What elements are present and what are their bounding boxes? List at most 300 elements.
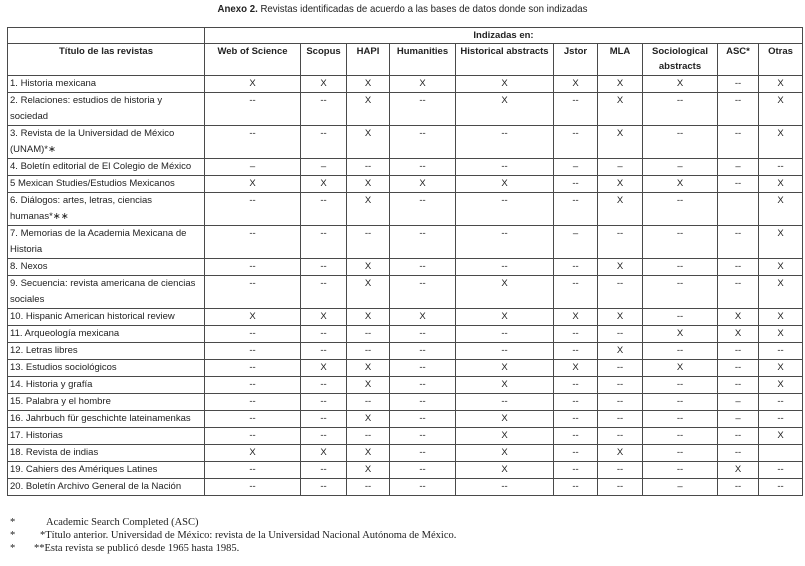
index-mark-cell: X	[554, 76, 598, 93]
index-mark-cell: --	[718, 343, 759, 360]
index-mark-cell: X	[759, 326, 803, 343]
index-mark-cell: X	[759, 226, 803, 259]
footnote-bullet: *	[10, 543, 16, 554]
row-number: 11.	[10, 328, 23, 339]
group-header: Indizadas en:	[205, 28, 803, 44]
table-row	[8, 126, 803, 159]
journal-title: Letras libres	[25, 345, 78, 356]
footnote-text: *Título anterior. Universidad de México: revista de la Universidad Nacional Autónoma de México.	[40, 530, 457, 541]
index-mark-cell: X	[598, 176, 643, 193]
index-mark-cell: --	[718, 93, 759, 126]
row-number: 5	[10, 178, 16, 189]
index-mark-cell: --	[643, 428, 718, 445]
index-mark-cell: X	[718, 309, 759, 326]
row-number: 3.	[10, 128, 18, 139]
index-mark-cell: X	[301, 176, 347, 193]
index-mark-cell: --	[301, 411, 347, 428]
row-number: 18.	[10, 447, 24, 458]
index-mark-cell: –	[643, 479, 718, 496]
index-mark-cell: X	[301, 76, 347, 93]
index-mark-cell: X	[301, 445, 347, 462]
table-row	[8, 428, 803, 445]
index-mark-cell: X	[598, 309, 643, 326]
footnote-bullet: *	[10, 517, 16, 528]
column-header: ASC*	[718, 44, 759, 76]
journal-title: Hispanic American historical review	[25, 311, 175, 322]
index-mark-cell: --	[205, 360, 301, 377]
index-mark-cell: --	[390, 445, 456, 462]
index-mark-cell: X	[759, 428, 803, 445]
index-mark-cell: –	[554, 159, 598, 176]
index-mark-cell: --	[598, 360, 643, 377]
index-mark-cell: --	[301, 462, 347, 479]
column-header: Sociological abstracts	[643, 44, 718, 76]
index-mark-cell: X	[347, 360, 390, 377]
index-mark-cell: X	[456, 76, 554, 93]
index-mark-cell: --	[390, 479, 456, 496]
journal-title: Nexos	[20, 261, 48, 272]
index-mark-cell: --	[347, 479, 390, 496]
row-number: 4.	[10, 161, 18, 172]
row-number: 15.	[10, 396, 24, 407]
caption-text: Revistas identificadas de acuerdo a las bases de datos donde son indizadas	[260, 3, 588, 15]
index-mark-cell: X	[643, 326, 718, 343]
footnote	[10, 516, 800, 529]
index-mark-cell: X	[456, 360, 554, 377]
index-mark-cell: --	[390, 276, 456, 309]
table-row	[8, 445, 803, 462]
index-mark-cell: --	[456, 159, 554, 176]
index-mark-cell: --	[598, 394, 643, 411]
index-mark-cell: --	[718, 377, 759, 394]
index-mark-cell: --	[554, 93, 598, 126]
journal-title-cell	[8, 445, 205, 462]
index-mark-cell: --	[643, 193, 718, 226]
journal-title-cell	[8, 462, 205, 479]
row-number: 10.	[10, 311, 24, 322]
index-mark-cell: --	[643, 462, 718, 479]
index-mark-cell: --	[205, 326, 301, 343]
index-mark-cell: X	[347, 176, 390, 193]
column-header: Historical abstracts	[456, 44, 554, 76]
index-mark-cell: --	[205, 93, 301, 126]
index-mark-cell: --	[718, 479, 759, 496]
index-mark-cell: --	[390, 93, 456, 126]
index-mark-cell: --	[554, 276, 598, 309]
journal-title: Palabra y el hombre	[25, 396, 111, 407]
table-caption	[32, 3, 773, 15]
index-mark-cell: --	[598, 411, 643, 428]
journal-title: Cahiers des Amériques Latines	[25, 464, 158, 475]
index-mark-cell: --	[643, 259, 718, 276]
index-mark-cell: --	[205, 411, 301, 428]
journal-title: Revista de la Universidad de México (UNAM)*∗	[10, 128, 175, 155]
journal-title: Boletín Archivo General de la Nación	[25, 481, 182, 492]
index-mark-cell: X	[347, 259, 390, 276]
index-mark-cell: --	[598, 377, 643, 394]
index-mark-cell: X	[347, 462, 390, 479]
index-mark-cell: X	[759, 259, 803, 276]
footnotes	[10, 516, 800, 555]
index-mark-cell	[759, 445, 803, 462]
index-mark-cell: --	[456, 343, 554, 360]
journal-title-cell	[8, 276, 205, 309]
index-mark-cell: X	[759, 93, 803, 126]
index-mark-cell: X	[759, 276, 803, 309]
index-mark-cell: --	[456, 226, 554, 259]
index-mark-cell: --	[390, 360, 456, 377]
index-mark-cell: --	[301, 226, 347, 259]
row-number: 7.	[10, 228, 18, 239]
index-mark-cell: --	[301, 428, 347, 445]
journal-title-cell	[8, 159, 205, 176]
index-mark-cell: X	[598, 259, 643, 276]
row-number: 17.	[10, 430, 24, 441]
journal-title: Historia mexicana	[20, 78, 97, 89]
index-mark-cell: --	[347, 326, 390, 343]
index-mark-cell: X	[456, 428, 554, 445]
index-mark-cell: X	[598, 193, 643, 226]
journal-title-cell	[8, 343, 205, 360]
row-number: 19.	[10, 464, 24, 475]
index-mark-cell: --	[347, 428, 390, 445]
index-mark-cell: --	[759, 159, 803, 176]
index-mark-cell: --	[643, 445, 718, 462]
index-mark-cell: --	[554, 326, 598, 343]
journal-title-cell	[8, 411, 205, 428]
index-mark-cell: X	[347, 193, 390, 226]
index-mark-cell: --	[301, 394, 347, 411]
index-mark-cell: --	[205, 226, 301, 259]
journal-title: Relaciones: estudios de historia y sociedad	[10, 95, 163, 122]
index-mark-cell: --	[456, 259, 554, 276]
index-mark-cell: --	[643, 226, 718, 259]
index-mark-cell: --	[718, 276, 759, 309]
journal-title: Estudios sociológicos	[25, 362, 117, 373]
row-number: 16.	[10, 413, 24, 424]
index-mark-cell: --	[643, 411, 718, 428]
index-mark-cell: --	[390, 326, 456, 343]
journal-title: Mexican Studies/Estudios Mexicanos	[17, 178, 175, 189]
empty-header-cell	[8, 28, 205, 44]
index-mark-cell: X	[347, 126, 390, 159]
index-mark-cell: X	[759, 193, 803, 226]
index-mark-cell: --	[718, 76, 759, 93]
index-mark-cell: --	[301, 193, 347, 226]
index-mark-cell: --	[301, 259, 347, 276]
table-body	[8, 76, 803, 496]
index-mark-cell: --	[554, 394, 598, 411]
journal-title-cell	[8, 176, 205, 193]
index-mark-cell: X	[301, 309, 347, 326]
index-mark-cell: X	[347, 445, 390, 462]
index-mark-cell: --	[205, 259, 301, 276]
index-mark-cell: --	[554, 126, 598, 159]
index-mark-cell: --	[718, 226, 759, 259]
index-mark-cell: --	[205, 394, 301, 411]
index-mark-cell: --	[554, 428, 598, 445]
index-mark-cell: --	[598, 326, 643, 343]
index-mark-cell: –	[718, 394, 759, 411]
row-number: 12.	[10, 345, 24, 356]
index-mark-cell: --	[643, 126, 718, 159]
index-mark-cell: --	[554, 377, 598, 394]
index-mark-cell: --	[456, 479, 554, 496]
index-mark-cell: --	[718, 360, 759, 377]
index-mark-cell: X	[598, 126, 643, 159]
index-mark-cell: --	[301, 126, 347, 159]
index-mark-cell: --	[554, 259, 598, 276]
table-row	[8, 159, 803, 176]
journal-title-cell	[8, 428, 205, 445]
table-row	[8, 93, 803, 126]
index-mark-cell: X	[456, 411, 554, 428]
index-mark-cell: –	[643, 159, 718, 176]
index-mark-cell: X	[759, 176, 803, 193]
index-mark-cell: X	[456, 445, 554, 462]
index-mark-cell: –	[205, 159, 301, 176]
table-row	[8, 76, 803, 93]
index-mark-cell: X	[205, 309, 301, 326]
journal-title: Revista de indias	[25, 447, 99, 458]
journal-title-cell	[8, 360, 205, 377]
index-mark-cell: --	[456, 394, 554, 411]
index-mark-cell: X	[347, 76, 390, 93]
index-mark-cell: --	[390, 226, 456, 259]
index-mark-cell: --	[390, 462, 456, 479]
index-mark-cell: --	[205, 343, 301, 360]
index-mark-cell: X	[205, 176, 301, 193]
title-column-header: Título de las revistas	[8, 44, 205, 76]
index-mark-cell: --	[347, 394, 390, 411]
index-mark-cell: --	[759, 411, 803, 428]
journal-title-cell	[8, 93, 205, 126]
index-mark-cell: --	[718, 259, 759, 276]
index-mark-cell: X	[456, 462, 554, 479]
column-header: HAPI	[347, 44, 390, 76]
index-mark-cell: --	[205, 126, 301, 159]
column-header: Humanities	[390, 44, 456, 76]
index-mark-cell: --	[718, 445, 759, 462]
index-mark-cell: --	[598, 226, 643, 259]
index-mark-cell: --	[347, 226, 390, 259]
index-mark-cell: –	[718, 411, 759, 428]
table-row	[8, 326, 803, 343]
index-mark-cell: --	[554, 343, 598, 360]
index-mark-cell: –	[301, 159, 347, 176]
row-number: 9.	[10, 278, 18, 289]
journals-table	[7, 27, 803, 496]
index-mark-cell: --	[554, 193, 598, 226]
column-header: Scopus	[301, 44, 347, 76]
index-mark-cell: --	[759, 462, 803, 479]
journal-title: Memorias de la Academia Mexicana de Historia	[10, 228, 187, 255]
index-mark-cell: --	[598, 428, 643, 445]
index-mark-cell: –	[718, 159, 759, 176]
journal-title-cell	[8, 377, 205, 394]
index-mark-cell: X	[456, 93, 554, 126]
journal-title-cell	[8, 226, 205, 259]
index-mark-cell: --	[390, 343, 456, 360]
journal-title: Secuencia: revista americana de ciencias sociales	[10, 278, 196, 305]
index-mark-cell: X	[301, 360, 347, 377]
index-mark-cell: --	[205, 377, 301, 394]
index-mark-cell: X	[718, 462, 759, 479]
journal-title-cell	[8, 479, 205, 496]
index-mark-cell: --	[554, 176, 598, 193]
journal-title-cell	[8, 326, 205, 343]
table-row	[8, 276, 803, 309]
index-mark-cell: X	[598, 343, 643, 360]
journal-title-cell	[8, 193, 205, 226]
index-mark-cell: --	[390, 259, 456, 276]
table-row	[8, 176, 803, 193]
row-number: 13.	[10, 362, 24, 373]
index-mark-cell: --	[390, 126, 456, 159]
index-mark-cell: --	[554, 411, 598, 428]
index-mark-cell: X	[456, 309, 554, 326]
index-mark-cell: --	[759, 343, 803, 360]
index-mark-cell: --	[205, 479, 301, 496]
row-number: 14.	[10, 379, 24, 390]
index-mark-cell: --	[554, 462, 598, 479]
index-mark-cell: --	[598, 479, 643, 496]
index-mark-cell: --	[598, 462, 643, 479]
index-mark-cell: --	[347, 159, 390, 176]
index-mark-cell: --	[301, 377, 347, 394]
index-mark-cell: X	[347, 276, 390, 309]
column-header: Web of Science	[205, 44, 301, 76]
table-row	[8, 411, 803, 428]
index-mark-cell: --	[390, 394, 456, 411]
index-mark-cell: --	[301, 276, 347, 309]
index-mark-cell: X	[643, 360, 718, 377]
index-mark-cell: --	[456, 326, 554, 343]
journal-title: Boletín editorial de El Colegio de México	[20, 161, 192, 172]
index-mark-cell: --	[301, 479, 347, 496]
index-mark-cell: --	[301, 326, 347, 343]
index-mark-cell: X	[598, 76, 643, 93]
journal-title: Diálogos: artes, letras, ciencias humanas*∗∗	[10, 195, 153, 222]
index-mark-cell	[718, 193, 759, 226]
index-mark-cell: X	[643, 76, 718, 93]
row-number: 20.	[10, 481, 24, 492]
table-row	[8, 309, 803, 326]
row-number: 6.	[10, 195, 18, 206]
index-mark-cell: --	[643, 343, 718, 360]
index-mark-cell: --	[456, 126, 554, 159]
index-mark-cell: X	[718, 326, 759, 343]
index-mark-cell: --	[301, 343, 347, 360]
index-mark-cell: X	[554, 309, 598, 326]
index-mark-cell: X	[759, 377, 803, 394]
index-mark-cell: X	[598, 445, 643, 462]
column-header: MLA	[598, 44, 643, 76]
index-mark-cell: --	[554, 445, 598, 462]
index-mark-cell: --	[456, 193, 554, 226]
index-mark-cell: --	[643, 377, 718, 394]
table-row	[8, 394, 803, 411]
index-mark-cell: --	[759, 479, 803, 496]
index-mark-cell: –	[554, 226, 598, 259]
index-mark-cell: --	[205, 193, 301, 226]
footnote-text: Academic Search Completed (ASC)	[46, 517, 199, 528]
journal-title-cell	[8, 259, 205, 276]
table-row	[8, 193, 803, 226]
caption-label: Anexo 2.	[217, 3, 258, 15]
index-mark-cell: --	[205, 276, 301, 309]
index-mark-cell: --	[390, 159, 456, 176]
footnote-text: **Esta revista se publicó desde 1965 hasta 1985.	[34, 543, 240, 554]
index-mark-cell: --	[598, 276, 643, 309]
table-row	[8, 259, 803, 276]
journal-title: Arqueología mexicana	[24, 328, 120, 339]
index-mark-cell: --	[205, 428, 301, 445]
journal-title-cell	[8, 126, 205, 159]
index-mark-cell: X	[643, 176, 718, 193]
index-mark-cell: --	[390, 193, 456, 226]
column-header: Otras	[759, 44, 803, 76]
index-mark-cell: X	[759, 126, 803, 159]
index-mark-cell: X	[390, 76, 456, 93]
index-mark-cell: X	[759, 360, 803, 377]
index-mark-cell: X	[347, 93, 390, 126]
index-mark-cell: --	[554, 479, 598, 496]
index-mark-cell: --	[718, 428, 759, 445]
index-mark-cell: --	[301, 93, 347, 126]
index-mark-cell: --	[347, 343, 390, 360]
index-mark-cell: X	[598, 93, 643, 126]
index-mark-cell: X	[456, 276, 554, 309]
index-mark-cell: X	[347, 309, 390, 326]
index-mark-cell: --	[718, 176, 759, 193]
index-mark-cell: X	[456, 176, 554, 193]
row-number: 2.	[10, 95, 18, 106]
index-mark-cell: X	[759, 309, 803, 326]
row-number: 8.	[10, 261, 18, 272]
index-mark-cell: --	[643, 309, 718, 326]
column-header: Jstor	[554, 44, 598, 76]
table-row	[8, 377, 803, 394]
index-mark-cell: --	[759, 394, 803, 411]
table-row	[8, 479, 803, 496]
index-mark-cell: --	[390, 411, 456, 428]
index-mark-cell: --	[643, 276, 718, 309]
index-mark-cell: X	[347, 377, 390, 394]
journal-title: Jahrbuch für geschichte lateinamenkas	[25, 413, 191, 424]
index-mark-cell: --	[390, 377, 456, 394]
table-row	[8, 462, 803, 479]
table-row	[8, 226, 803, 259]
table-row	[8, 360, 803, 377]
row-number: 1.	[10, 78, 18, 89]
footnote	[10, 529, 800, 542]
index-mark-cell: –	[598, 159, 643, 176]
index-mark-cell: X	[205, 76, 301, 93]
index-mark-cell: X	[456, 377, 554, 394]
index-mark-cell: X	[390, 176, 456, 193]
table-row	[8, 343, 803, 360]
index-mark-cell: X	[347, 411, 390, 428]
index-mark-cell: --	[718, 126, 759, 159]
index-mark-cell: --	[390, 428, 456, 445]
index-mark-cell: X	[390, 309, 456, 326]
index-mark-cell: --	[643, 93, 718, 126]
journal-title-cell	[8, 76, 205, 93]
journal-title: Historia y grafía	[25, 379, 93, 390]
journal-title-cell	[8, 394, 205, 411]
index-mark-cell: X	[759, 76, 803, 93]
